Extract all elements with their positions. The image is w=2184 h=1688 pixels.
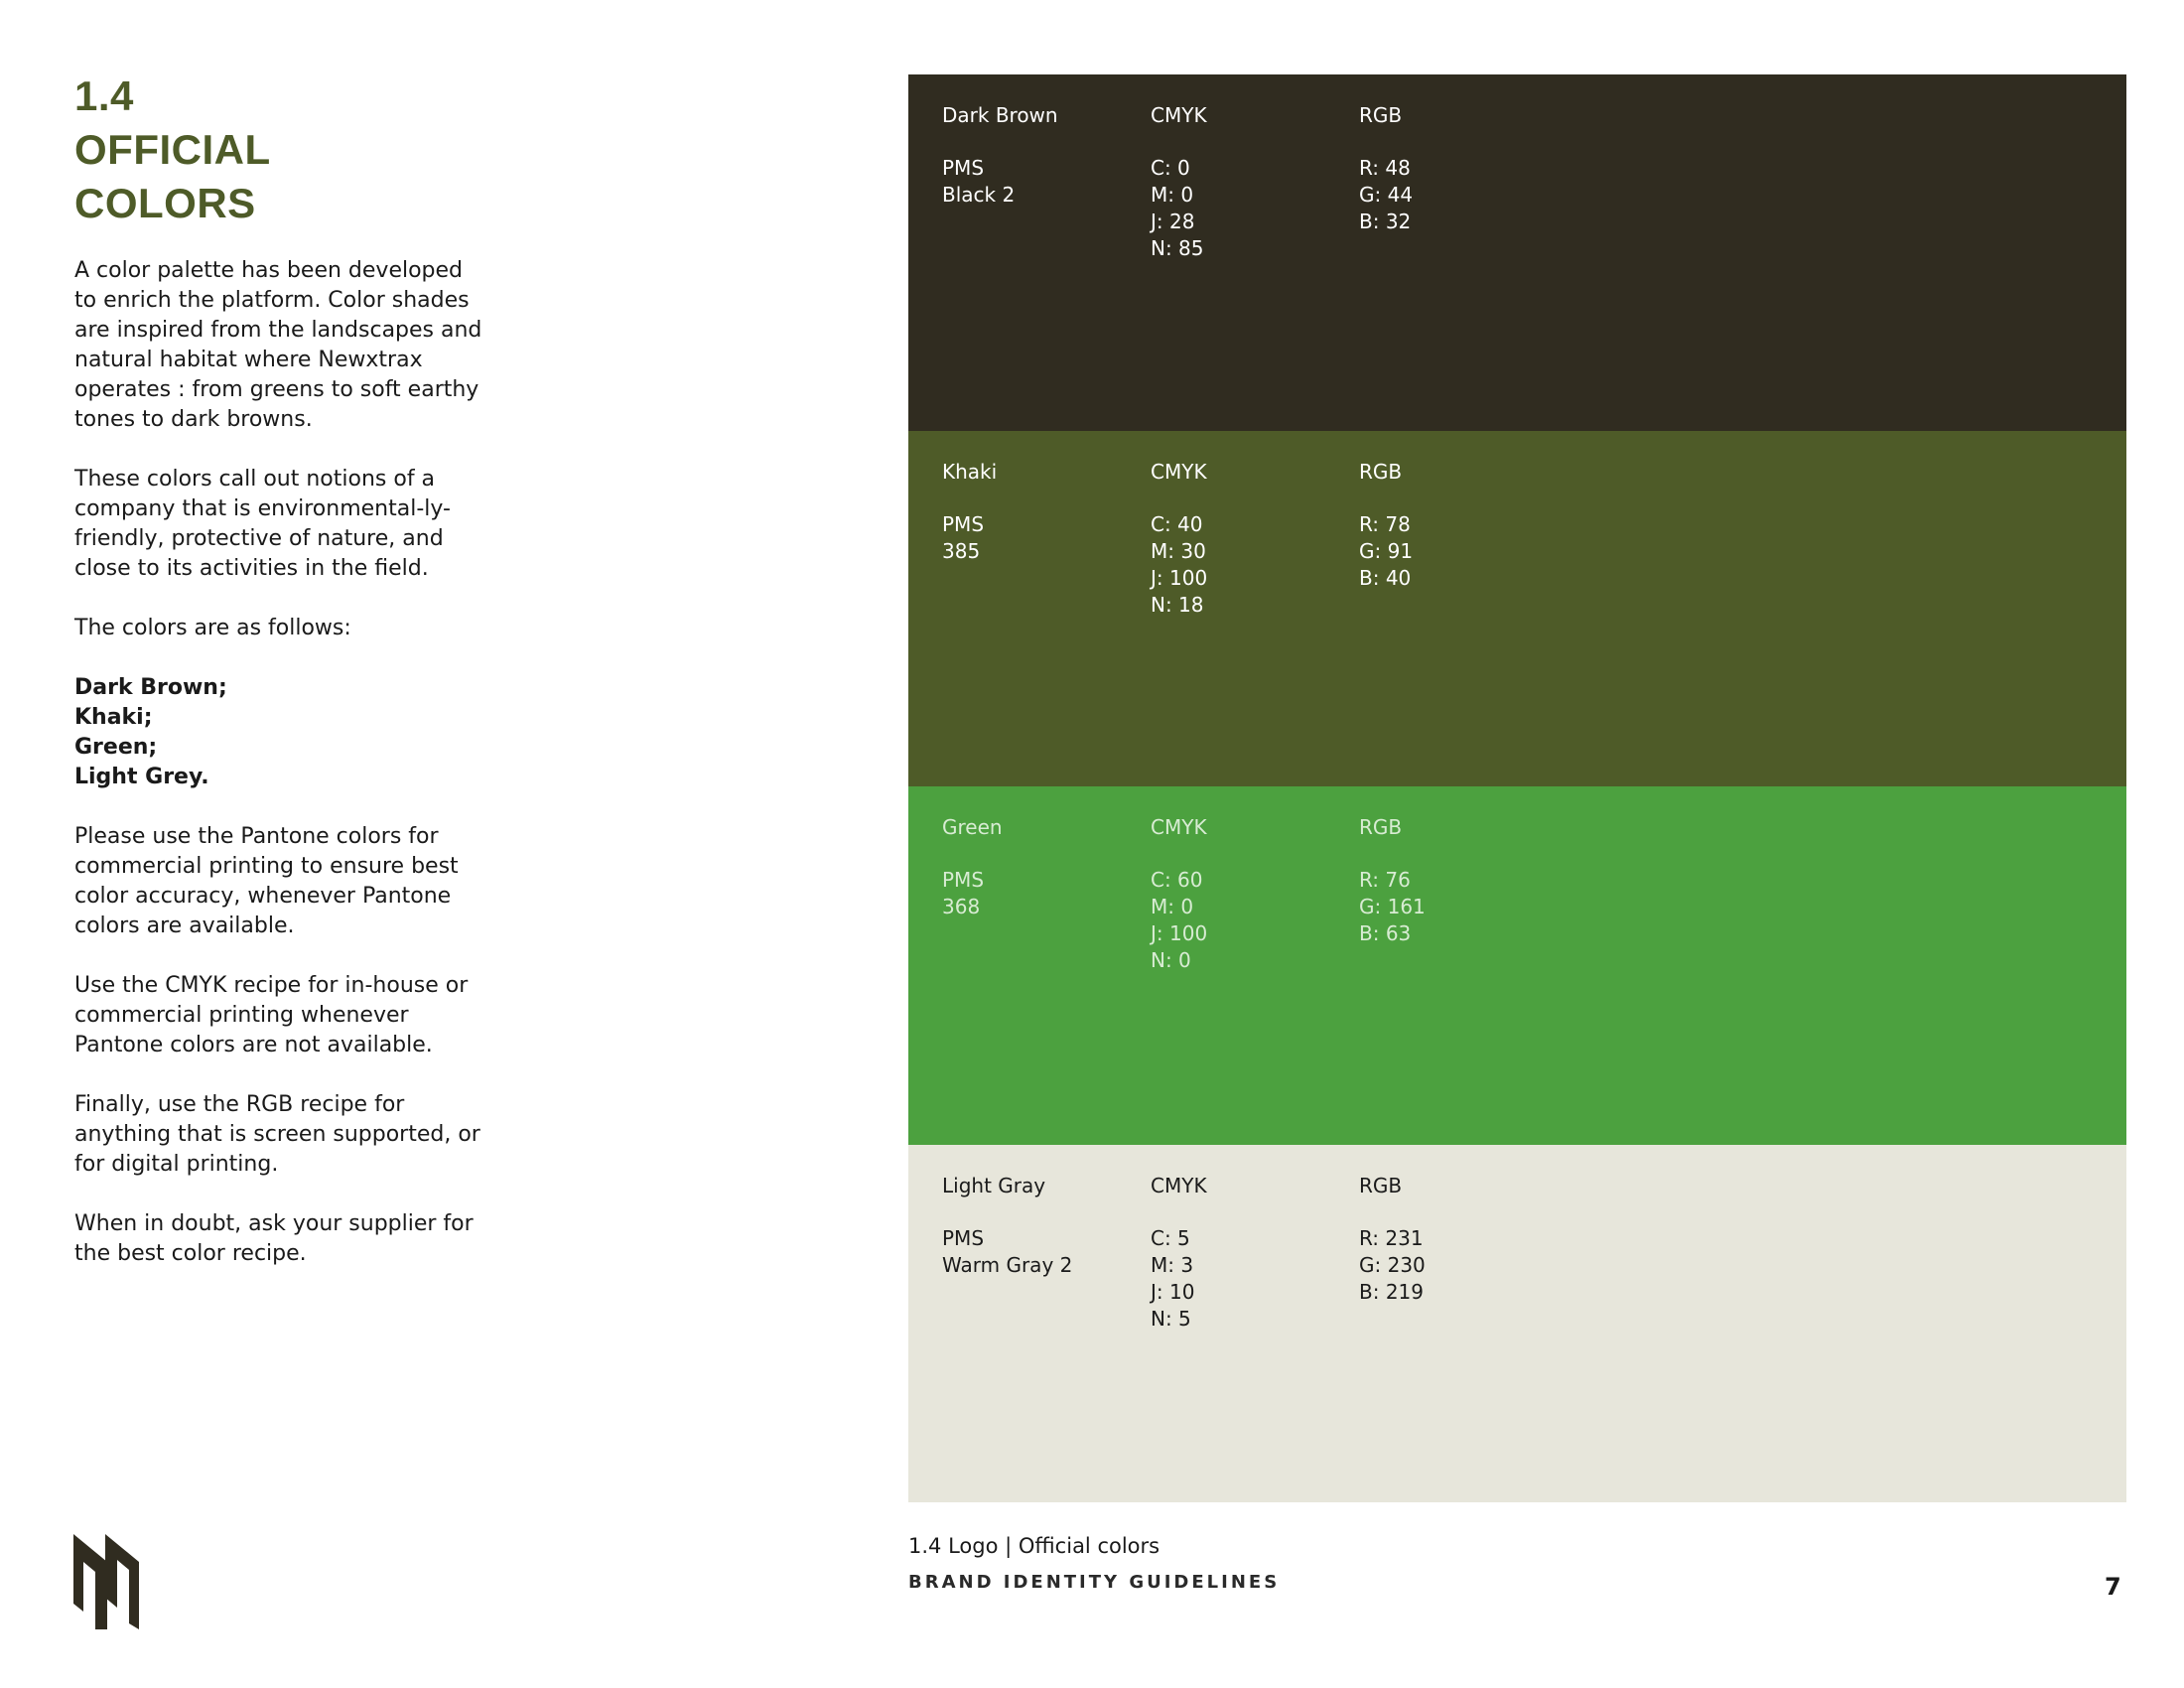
- pms-value: Warm Gray 2: [942, 1253, 1073, 1277]
- rgb-b: B: 32: [1359, 210, 1412, 233]
- cmyk-m: M: 0: [1151, 183, 1194, 207]
- swatch-light-gray: [908, 1145, 2126, 1502]
- intro-paragraph-1: A color palette has been developed to enrich the platform. Color shades are inspired from the landscapes and natural habitat where Newxtrax operates : from greens to soft earthy tones to dark browns.: [74, 258, 482, 432]
- swatch-name: Light Gray: [942, 1174, 1046, 1197]
- cmyk-column: [1151, 1173, 1207, 1333]
- intro-paragraph-4: Please use the Pantone colors for commercial printing to ensure best color accuracy, whenever Pantone colors are available.: [74, 824, 459, 938]
- pms-label: PMS: [942, 512, 985, 536]
- intro-paragraph-7: When in doubt, ask your supplier for the best color recipe.: [74, 1211, 474, 1266]
- swatch-khaki: [908, 431, 2126, 786]
- swatch-name: Khaki: [942, 460, 998, 484]
- rgb-column: [1359, 102, 1413, 235]
- newxtrax-logo-icon: [73, 1534, 139, 1629]
- swatch-name: Dark Brown: [942, 103, 1058, 127]
- page-heading: [74, 70, 271, 230]
- cmyk-n: N: 85: [1151, 236, 1204, 260]
- cmyk-c: C: 40: [1151, 512, 1203, 536]
- color-palette: [908, 74, 2126, 1502]
- cmyk-c: C: 5: [1151, 1226, 1190, 1250]
- intro-text: [74, 256, 491, 1299]
- rgb-r: R: 231: [1359, 1226, 1424, 1250]
- cmyk-j: J: 10: [1151, 1280, 1195, 1304]
- rgb-g: G: 91: [1359, 539, 1414, 563]
- pms-label: PMS: [942, 156, 985, 180]
- cmyk-m: M: 30: [1151, 539, 1206, 563]
- cmyk-j: J: 100: [1151, 921, 1208, 945]
- cmyk-j: J: 100: [1151, 566, 1208, 590]
- rgb-r: R: 76: [1359, 868, 1411, 892]
- swatch-name-column: [942, 459, 997, 565]
- cmyk-c: C: 60: [1151, 868, 1203, 892]
- rgb-r: R: 78: [1359, 512, 1411, 536]
- swatch-name-column: [942, 814, 1003, 920]
- cmyk-label: CMYK: [1151, 815, 1207, 839]
- intro-paragraph-5: Use the CMYK recipe for in-house or commercial printing whenever Pantone colors are not available.: [74, 973, 469, 1057]
- section-number: 1.4: [74, 72, 134, 119]
- swatch-name: Green: [942, 815, 1003, 839]
- rgb-label: RGB: [1359, 1174, 1403, 1197]
- rgb-column: [1359, 814, 1426, 947]
- cmyk-n: N: 0: [1151, 948, 1191, 972]
- color-list-item: Khaki;: [74, 705, 153, 730]
- cmyk-n: N: 18: [1151, 593, 1204, 617]
- cmyk-c: C: 0: [1151, 156, 1190, 180]
- pms-value: Black 2: [942, 183, 1016, 207]
- intro-paragraph-2: These colors call out notions of a company that is environmental-ly-friendly, protective of nature, and close to its activities in the field.: [74, 467, 451, 581]
- swatch-green: [908, 786, 2126, 1145]
- swatch-name-column: [942, 1173, 1072, 1279]
- rgb-label: RGB: [1359, 815, 1403, 839]
- rgb-r: R: 48: [1359, 156, 1411, 180]
- pms-label: PMS: [942, 1226, 985, 1250]
- rgb-label: RGB: [1359, 460, 1403, 484]
- page-number: 7: [2105, 1573, 2121, 1601]
- cmyk-m: M: 3: [1151, 1253, 1194, 1277]
- color-list-item: Dark Brown;: [74, 675, 227, 700]
- rgb-column: [1359, 459, 1413, 592]
- color-list-item: Green;: [74, 735, 158, 760]
- swatch-name-column: [942, 102, 1058, 209]
- color-list-item: Light Grey.: [74, 765, 209, 789]
- pms-value: 368: [942, 895, 981, 918]
- cmyk-label: CMYK: [1151, 460, 1207, 484]
- color-list: [74, 673, 491, 792]
- rgb-column: [1359, 1173, 1426, 1306]
- rgb-g: G: 230: [1359, 1253, 1426, 1277]
- footer-section: 1.4 Logo | Official colors: [908, 1534, 1160, 1558]
- cmyk-column: [1151, 102, 1207, 262]
- intro-paragraph-3: The colors are as follows:: [74, 616, 351, 640]
- swatch-dark-brown: [908, 74, 2126, 431]
- cmyk-n: N: 5: [1151, 1307, 1191, 1331]
- rgb-label: RGB: [1359, 103, 1403, 127]
- rgb-g: G: 161: [1359, 895, 1426, 918]
- cmyk-column: [1151, 459, 1207, 619]
- rgb-b: B: 40: [1359, 566, 1412, 590]
- pms-label: PMS: [942, 868, 985, 892]
- intro-paragraph-6: Finally, use the RGB recipe for anything that is screen supported, or for digital printing.: [74, 1092, 480, 1177]
- heading-line-2: COLORS: [74, 180, 256, 226]
- rgb-b: B: 63: [1359, 921, 1412, 945]
- cmyk-j: J: 28: [1151, 210, 1195, 233]
- pms-value: 385: [942, 539, 981, 563]
- rgb-g: G: 44: [1359, 183, 1414, 207]
- cmyk-label: CMYK: [1151, 1174, 1207, 1197]
- footer-title: BRAND IDENTITY GUIDELINES: [908, 1572, 1281, 1593]
- rgb-b: B: 219: [1359, 1280, 1424, 1304]
- heading-line-1: OFFICIAL: [74, 126, 271, 173]
- cmyk-m: M: 0: [1151, 895, 1194, 918]
- cmyk-column: [1151, 814, 1207, 974]
- cmyk-label: CMYK: [1151, 103, 1207, 127]
